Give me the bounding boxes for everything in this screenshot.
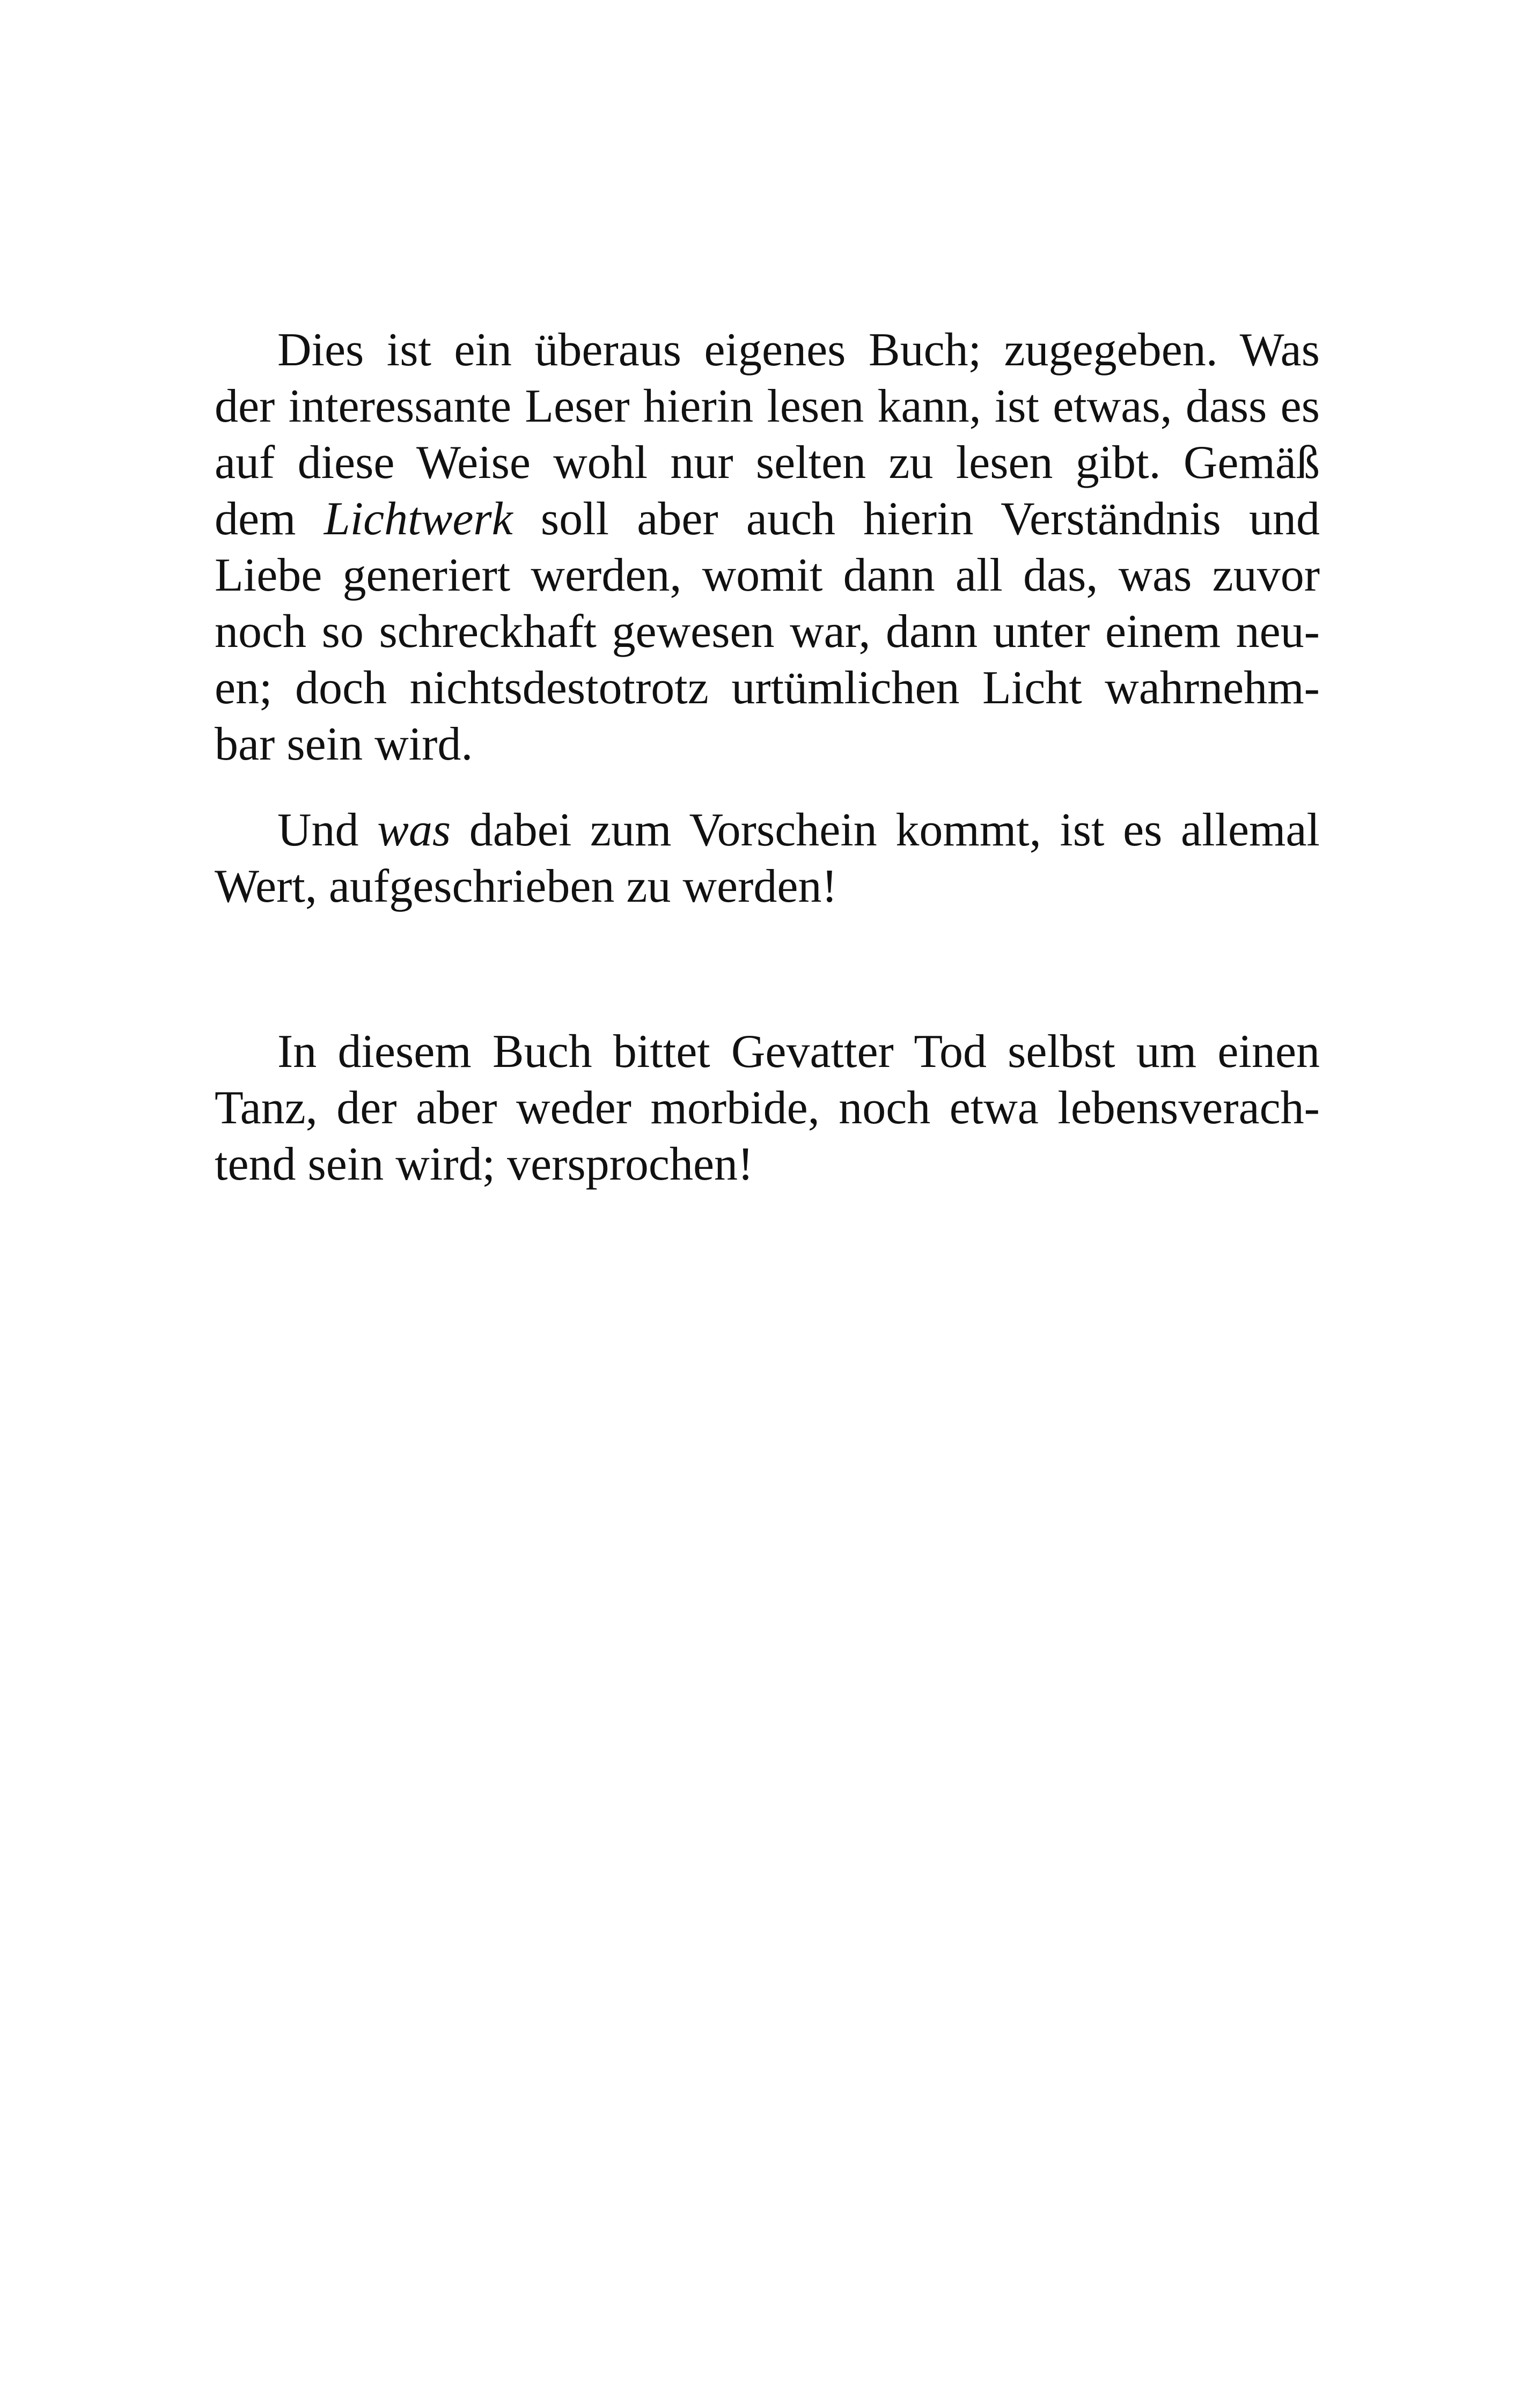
text-line: In diesem Buch bittet Gevatter Tod selbst um einen [277,1026,1320,1078]
italic-title: Lichtwerk [324,493,513,545]
text-line: noch so schreckhaft gewesen war, dann unter einem neu- [215,606,1320,658]
text-line: Tanz, der aber weder morbide, noch etwa lebensverach- [215,1082,1320,1134]
text-segment: dem [215,493,324,545]
text-line: Wert, aufgeschrieben zu werden! [215,860,837,912]
text-line: Dies ist ein überaus eigenes Buch; zugegeben. Was [277,324,1320,376]
text-line: tend sein wird; versprochen! [215,1138,754,1190]
italic-word: was [377,804,451,856]
text-line: Liebe generiert werden, womit dann all das, was zuvor [215,549,1320,601]
text-segment: dabei zum Vorschein kommt, ist es allemal [451,804,1320,856]
paragraph-intro [215,322,1320,772]
text-segment: soll aber auch hierin Verständnis und [512,493,1320,545]
text-line [215,491,1320,547]
text-line: auf diese Weise wohl nur selten zu lesen gibt. Gemäß [215,437,1320,489]
text-line: der interessante Leser hierin lesen kann, ist etwas, dass es [215,380,1320,432]
text-line: en; doch nichtsdestotrotz urtümlichen Licht wahrnehm- [215,662,1320,714]
text-line: bar sein wird. [215,718,473,770]
text-line [215,802,1320,858]
paragraph-dance [215,1023,1320,1192]
text-segment: Und [277,804,378,856]
paragraph-emphasis [215,802,1320,915]
